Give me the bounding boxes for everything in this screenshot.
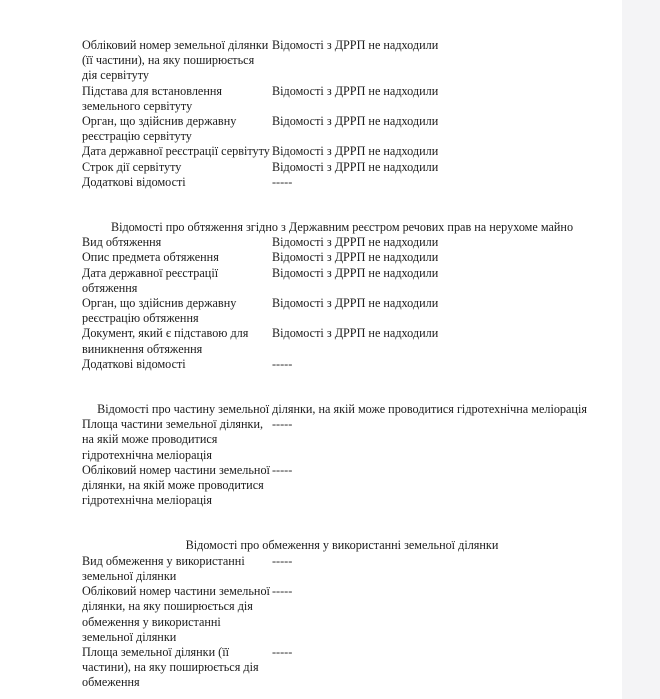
field-label: Вид обтяження	[82, 235, 162, 250]
use-restriction-section	[82, 538, 602, 690]
field-value: Відомості з ДРРП не надходили	[272, 326, 439, 341]
field-label: Орган, що здійснив державну реєстрацію сервітуту	[82, 114, 237, 144]
field-value: Відомості з ДРРП не надходили	[272, 250, 439, 265]
field-value: Відомості з ДРРП не надходили	[272, 235, 439, 250]
field-row	[82, 114, 602, 144]
field-value: Відомості з ДРРП не надходили	[272, 38, 439, 52]
field-row	[82, 296, 602, 326]
section-spacer	[82, 508, 602, 538]
field-label: Документ, який є підставою для виникнення обтяження	[82, 326, 249, 356]
field-label: Строк дії сервітуту	[82, 159, 182, 174]
field-label: Дата державної реєстрації сервітуту	[82, 144, 270, 159]
field-value: -----	[272, 644, 293, 659]
field-label: Додаткові відомості	[82, 174, 186, 189]
field-value: -----	[272, 417, 293, 432]
field-row	[82, 645, 602, 691]
field-row	[82, 554, 602, 584]
field-rows	[82, 235, 602, 372]
field-label: Площа земельної ділянки (її частини), на яку поширюється дія обмеження	[82, 644, 259, 690]
field-row	[82, 175, 602, 190]
page-content	[82, 38, 602, 691]
field-label: Обліковий номер земельної ділянки (її частини), на яку поширюється дія сервітуту	[82, 38, 269, 83]
section-spacer	[82, 372, 602, 402]
field-rows	[82, 38, 602, 190]
field-rows	[82, 554, 602, 691]
field-label: Опис предмета обтяження	[82, 250, 219, 265]
field-value: -----	[272, 174, 293, 189]
field-row	[82, 235, 602, 250]
document-page	[28, 0, 622, 699]
field-row	[82, 250, 602, 265]
field-row	[82, 266, 602, 296]
field-label: Дата державної реєстрації обтяження	[82, 265, 219, 295]
field-value: Відомості з ДРРП не надходили	[272, 296, 439, 311]
field-value: -----	[272, 462, 293, 477]
field-value: Відомості з ДРРП не надходили	[272, 265, 439, 280]
field-row	[82, 84, 602, 114]
field-label: Орган, що здійснив державну реєстрацію обтяження	[82, 296, 237, 326]
field-row	[82, 584, 602, 645]
section-heading: Відомості про частину земельної ділянки, на якій може проводитися гідротехнічна меліорація	[97, 402, 587, 417]
field-row	[82, 144, 602, 159]
field-value: Відомості з ДРРП не надходили	[272, 159, 439, 174]
field-label: Підстава для встановлення земельного сервітуту	[82, 83, 222, 113]
field-row	[82, 326, 602, 356]
field-row	[82, 38, 602, 84]
field-value: -----	[272, 553, 293, 568]
field-label: Додаткові відомості	[82, 356, 186, 371]
field-label: Площа частини земельної ділянки, на якій може проводитися гідротехнічна меліорація	[82, 417, 264, 462]
field-value: Відомості з ДРРП не надходили	[272, 114, 439, 129]
servitude-section	[82, 38, 602, 190]
field-rows	[82, 417, 602, 508]
encumbrance-section	[82, 220, 602, 372]
hydro-reclamation-section	[82, 402, 602, 508]
section-heading: Відомості про обтяження згідно з Державним реєстром речових прав на нерухоме майно	[110, 220, 574, 235]
field-label: Обліковий номер частини земельної ділянки, на яку поширюється дія обмеження у використанні земельної ділянки	[82, 584, 270, 644]
field-row	[82, 357, 602, 372]
section-spacer	[82, 190, 602, 220]
field-row	[82, 417, 602, 463]
section-heading: Відомості про обмеження у використанні земельної ділянки	[185, 538, 499, 553]
field-value: -----	[272, 356, 293, 371]
field-value: Відомості з ДРРП не надходили	[272, 144, 439, 159]
field-label: Обліковий номер частини земельної ділянки, на якій може проводитися гідротехнічна меліорація	[82, 462, 270, 508]
field-value: Відомості з ДРРП не надходили	[272, 83, 439, 98]
field-label: Вид обмеження у використанні земельної ділянки	[82, 553, 245, 583]
field-row	[82, 463, 602, 509]
vertical-scrollbar[interactable]	[622, 0, 660, 699]
field-row	[82, 160, 602, 175]
field-value: -----	[272, 584, 293, 599]
